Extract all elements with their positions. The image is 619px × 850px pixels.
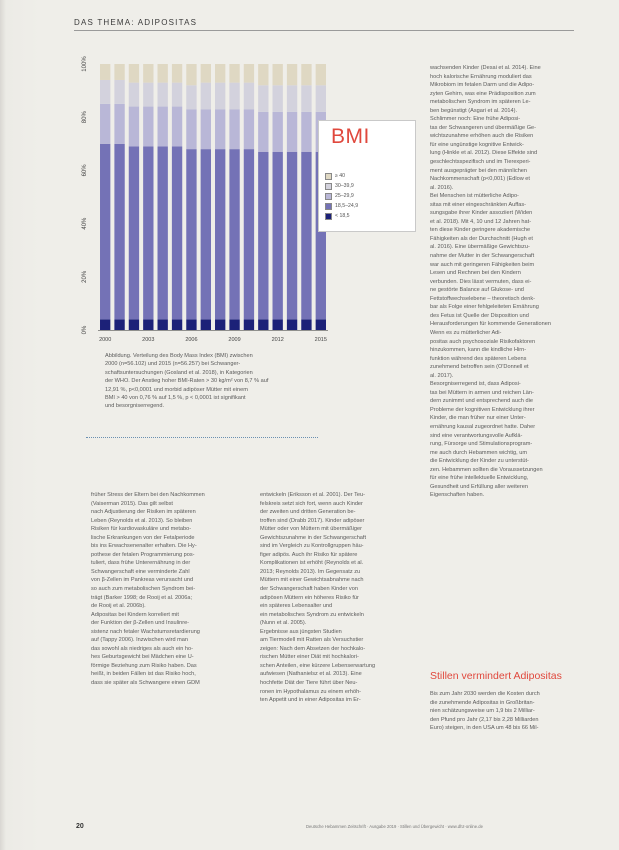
text-line: ben begünstigt (Asgari et al. 2014). (430, 107, 518, 114)
bar-segment (114, 64, 124, 80)
running-header: DAS THEMA: ADIPOSITAS (74, 18, 198, 27)
text-line: figer adipös. Auch ihr Risiko für spätere (260, 551, 358, 558)
legend-label: < 18,5 (335, 213, 350, 219)
text-line: Schlimmer noch: Eine frühe Adiposi- (430, 116, 521, 123)
caption-divider (86, 437, 318, 438)
x-tick-label: 2009 (228, 337, 241, 343)
legend-entry (325, 201, 358, 211)
x-tick-label: 2012 (271, 337, 284, 343)
text-line: schen Anteilen, eine kürzere Lebenserwartung (260, 662, 376, 669)
bar-segment (172, 146, 182, 319)
legend-label: ≥ 40 (335, 173, 346, 179)
bar-segment (273, 64, 283, 85)
caption-line: und besorgniserregend. (105, 403, 165, 410)
bar-segment (143, 146, 153, 319)
bar-segment (186, 149, 196, 319)
y-tick-label: 0% (82, 325, 88, 335)
text-line: al. 2016). Eine übermäßige Gewichtszu- (430, 244, 530, 251)
text-line: trägt (Barker 1998; de Rooij et al. 2006a; (91, 594, 193, 601)
bar-segment (316, 64, 326, 85)
text-line: Fettstoffwechselebene – theoretisch denk- (430, 295, 535, 302)
text-line: aufwiesen (Nathanielsz et al. 2013). Eine (260, 671, 362, 678)
x-tick-label: 2006 (185, 337, 198, 343)
bar-segment (158, 146, 168, 319)
bar-segment (186, 109, 196, 149)
bar-segment (301, 152, 311, 320)
bar-segment (229, 64, 239, 83)
caption-line: 12,91 %, p<0,0001 und morbid adipöser Mütter mit einem (105, 386, 248, 393)
text-line: ten diese Kinder geringere akademische (430, 227, 531, 234)
middle-column-text (260, 491, 420, 705)
text-line: adipösen Müttern ein höheres Risiko für (260, 594, 359, 601)
text-line: Besorgniserregend ist, dass Adiposi- (430, 381, 521, 388)
bmi-legend-box (318, 120, 416, 232)
text-line: Fähigkeiten als der Durchschnitt (Hugh et (430, 235, 533, 242)
y-tick-label: 40% (82, 217, 88, 230)
bar-segment (229, 149, 239, 319)
text-line: Eigenschaften haben. (430, 492, 485, 499)
bar-segment (273, 112, 283, 152)
text-line: Risiken für kardiovaskuläre und metabo- (91, 526, 192, 533)
figure-caption (105, 352, 310, 411)
bar-segment (129, 83, 139, 107)
text-line: nahme der Mutter in der Schwangerschaft (430, 253, 535, 260)
bar-segment (258, 152, 268, 320)
bar-segment (100, 144, 110, 320)
x-tick-label: 2000 (99, 337, 112, 343)
bar-segment (172, 319, 182, 330)
text-line: ten Appetit und in einer Adipositas im Er- (260, 697, 361, 704)
text-line: zeigen: Nach dem Absetzen der hochkalo- (260, 645, 366, 652)
bar-segment (215, 109, 225, 149)
text-line: Bei Menschen ist mütterliche Adipo- (430, 193, 519, 200)
text-line: der zweiten und dritten Generation be- (260, 509, 356, 516)
bar-segment (244, 83, 254, 110)
legend-entry (325, 211, 358, 221)
bar-segment (201, 149, 211, 319)
text-line: lische Erkrankungen von der Fetalperiode (91, 534, 195, 541)
text-line: den Pfund pro Jahr (2,17 bis 2,28 Milliarden (430, 716, 539, 723)
text-line: Komplikationen ist erhöht (Reynolds et al. (260, 560, 364, 567)
text-line: sind eine verantwortungsvolle Aufklä- (430, 432, 523, 439)
chart-title: BMI (331, 125, 370, 148)
bar-segment (215, 64, 225, 83)
y-tick-label: 20% (82, 270, 88, 283)
text-line: hoch kalorische Ernährung moduliert das (430, 73, 532, 80)
bar-segment (244, 319, 254, 330)
text-line: förmige Beziehung zum Risiko haben. Das (91, 662, 197, 669)
text-line: felskreis setzt sich fort, wenn auch Kinder (260, 500, 363, 507)
text-line: al. 2017). (430, 372, 454, 379)
bar-segment (229, 319, 239, 330)
text-line: wachsenden Kinder (Desai et al. 2014). Eine (430, 65, 541, 71)
caption-line: BMI > 40 von 0,76 % auf 1,5 %, p < 0,0001 ist signifikant (105, 395, 246, 402)
text-line: des Fetus ist Quelle der Disposition und (430, 312, 529, 319)
text-line: verbunden. Dies lässt vermuten, dass ei- (430, 278, 532, 285)
caption-line: 2000 (n=56.102) und 2015 (n=56.257) bei Schwanger- (105, 361, 241, 368)
bar-segment (301, 64, 311, 85)
left-column-text (91, 491, 251, 688)
bar-segment (172, 64, 182, 83)
bar-segment (114, 319, 124, 330)
bar-segment (258, 64, 268, 85)
bar-segment (215, 83, 225, 110)
bar-segment (129, 146, 139, 319)
text-line: der Schwangerschaft haben Kinder von (260, 586, 358, 593)
legend-swatch (325, 193, 332, 200)
text-line: ein späteres Lebensalter und (260, 603, 333, 610)
bar-segment (129, 107, 139, 147)
right-column-top-text (430, 64, 588, 500)
legend-swatch (325, 213, 332, 220)
bar-segment (273, 319, 283, 330)
bar-segment (186, 64, 196, 85)
text-line: von β-Zellen im Pankreas verursacht und (91, 577, 194, 584)
bar-segment (215, 149, 225, 319)
text-line: war auch mit geringeren Fähigkeiten beim (430, 261, 535, 268)
text-line: wichtszunahme erhöhen auch die Risiken (430, 133, 534, 140)
text-line: funktion während des späteren Lebens (430, 355, 527, 362)
text-line: hinzukommen, kann die kindliche Hirn- (430, 347, 527, 354)
text-line: rischen Mütter einer Diät mit hochkalori- (260, 654, 359, 661)
text-line: troffen sind (Drabb 2017). Kinder adipöser (260, 517, 365, 524)
text-line: Mikrobiom im fetalen Darm und die Adipo- (430, 82, 535, 89)
bar-segment (158, 64, 168, 83)
bar-segment (201, 109, 211, 149)
text-line: so auch zum metabolischen Syndrom bei- (91, 586, 196, 593)
text-line: Gewichtszunahme in der Schwangerschaft (260, 534, 367, 541)
bar-segment (100, 104, 110, 144)
bar-segment (114, 144, 124, 320)
text-line: pothese der fetalen Programmierung pos- (91, 551, 195, 558)
text-line: geschlechtsspezifisch und im Tierexperi- (430, 159, 531, 166)
bar-segment (244, 64, 254, 83)
text-line: zen. Hebammen sollten die Voraussetzungen (430, 466, 543, 473)
legend-label: 18,5–24,9 (335, 203, 359, 209)
caption-line: schaftsuntersuchungen (Gosland et al. 2018), in Kategorien (105, 369, 253, 376)
text-line: auf (Tappy 2006). Inzwischen wird man (91, 637, 189, 644)
text-line: bis ins Erwachsenenalter erhalten. Die Hy- (91, 543, 197, 550)
text-line: Bis zum Jahr 2030 werden die Kosten durch (430, 691, 540, 697)
text-line: die zunehmende Adipositas in Großbritan- (430, 699, 535, 706)
bar-segment (158, 107, 168, 147)
text-line: entwickeln (Eriksson et al. 2001). Der Teu- (260, 492, 365, 498)
section-heading: Stillen vermindert Adipositas (430, 670, 562, 682)
text-line: Euro) steigen, in den USA um 48 bis 66 Mil- (430, 725, 539, 732)
bar-segment (100, 64, 110, 80)
right-column-bottom-text (430, 690, 588, 733)
bar-segment (143, 107, 153, 147)
text-line: für eine frühe intellektuelle Entwicklung, (430, 475, 529, 482)
text-line: Schwangerschaft eine verminderte Zahl (91, 568, 190, 575)
bar-segment (258, 319, 268, 330)
legend-entry (325, 191, 358, 201)
bar-segment (273, 85, 283, 112)
text-line: sungsgabe ihrer Kinder assoziiert (Widen (430, 210, 533, 217)
x-tick-label: 2015 (314, 337, 327, 343)
bar-segment (143, 319, 153, 330)
text-line: Ergebnisse aus jüngsten Studien (260, 628, 342, 635)
caption-line: der WHO. Der Anstieg hoher BMI-Raten > 30 kg/m² von 8,7 % auf (105, 378, 269, 385)
bar-segment (301, 85, 311, 112)
text-line: Adipositas bei Kindern korreliert mit (91, 611, 179, 618)
bar-segment (201, 83, 211, 110)
bar-segment (258, 85, 268, 112)
text-line: Mütter oder von Müttern mit übermäßiger (260, 526, 362, 533)
text-line: ein metabolisches Syndrom zu entwickeln (260, 611, 364, 618)
bar-segment (186, 319, 196, 330)
text-line: lung (Hinkle et al. 2012). Diese Effekte sind (430, 150, 538, 157)
text-line: bar als Folge einer fehlgeleiteten Ernährung (430, 304, 539, 311)
legend-label: 30–39,9 (335, 183, 354, 189)
bar-segment (215, 319, 225, 330)
text-line: früher Stress der Eltern bei den Nachkommen (91, 492, 205, 498)
text-line: Nachkommenschaft (p<0,001) (Edlow et (430, 176, 530, 183)
bar-segment (100, 319, 110, 330)
legend-swatch (325, 203, 332, 210)
legend-entry (325, 171, 358, 181)
bar-segment (301, 319, 311, 330)
y-tick-label: 60% (82, 164, 88, 177)
text-line: et al. 2018). Mit 4, 10 und 12 Jahren hat- (430, 218, 532, 225)
text-line: zyten Gehirn, was eine Prädisposition zum (430, 90, 536, 97)
text-line: (Nunn et al. 2005). (260, 620, 307, 627)
text-line: nach Adjustierung der Risiken im späteren (91, 509, 196, 516)
bar-segment (229, 109, 239, 149)
text-line: Wenn es zu mütterlicher Adi- (430, 329, 502, 336)
legend-swatch (325, 173, 332, 180)
text-line: al. 2016). (430, 184, 454, 191)
bar-segment (287, 64, 297, 85)
text-line: ernährung kausal zugeordnet hatte. Daher (430, 423, 536, 430)
bar-segment (287, 319, 297, 330)
x-tick-label: 2003 (142, 337, 155, 343)
bar-segment (287, 152, 297, 320)
page-number: 20 (76, 823, 84, 830)
text-line: tuliert, dass frühe Unterernährung in der (91, 560, 191, 567)
text-line: Müttern mit einer Gewichtsabnahme nach (260, 577, 364, 584)
bar-segment (316, 85, 326, 112)
legend-entry (325, 181, 358, 191)
text-line: sind im Vergleich zu Kontrollgruppen häu- (260, 543, 364, 550)
bmi-stacked-bar-chart (74, 48, 334, 348)
bar-segment (158, 83, 168, 107)
caption-line: Abbildung. Verteilung des Body Mass Index (BMI) zwischen (105, 353, 253, 359)
bar-segment (287, 112, 297, 152)
text-line: Kinder, die man früher nur einer Unter- (430, 415, 526, 422)
bar-segment (100, 80, 110, 104)
bar-segment (158, 319, 168, 330)
text-line: rung, Fürsorge und Stimulationsprogram- (430, 441, 533, 448)
bar-segment (172, 107, 182, 147)
text-line: tas bei Müttern in armen und reichen Län- (430, 389, 534, 396)
bar-segment (143, 83, 153, 107)
text-line: me auch durch Hebammen wichtig, um (430, 449, 528, 456)
y-tick-label: 80% (82, 111, 88, 124)
text-line: das sowohl als niedriges als auch ein ho- (91, 645, 193, 652)
bar-segment (186, 85, 196, 109)
text-line: die Entwicklung der Kinder zu unterstüt- (430, 458, 529, 465)
text-line: hochfette Diät der Tiere führt über Neu- (260, 680, 358, 687)
bar-segment (244, 109, 254, 149)
header-rule (74, 30, 574, 31)
legend-swatch (325, 183, 332, 190)
text-line: Lesen und Rechnen bei den Kindern (430, 270, 521, 277)
text-line: ronen im Hypothalamus zu einem erhöh- (260, 688, 362, 695)
text-line: 2013; Reynolds 2013). Im Gegensatz zu (260, 568, 361, 575)
bar-segment (143, 64, 153, 83)
text-line: Probleme der kognitiven Entwicklung ihrer (430, 406, 535, 413)
text-line: tas der Schwangeren und übermäßige Ge- (430, 124, 537, 131)
bar-segment (287, 85, 297, 112)
bar-segment (258, 112, 268, 152)
text-line: dass sie später als Schwangere einen GDM (91, 680, 200, 687)
bar-segment (273, 152, 283, 320)
bar-segment (129, 64, 139, 83)
bar-segment (201, 319, 211, 330)
bar-segment (244, 149, 254, 319)
text-line: der Funktion der β-Zellen und Insulinre- (91, 620, 190, 627)
text-line: ne gestörte Balance auf Glukose- und (430, 287, 524, 294)
text-line: für eine ungünstige kognitive Entwick- (430, 141, 524, 148)
legend-label: 25–29,9 (335, 193, 354, 199)
text-line: nien schätzungsweise um 1,9 bis 2 Milliar- (430, 708, 535, 715)
chart-legend (325, 171, 358, 221)
bar-segment (172, 83, 182, 107)
bar-segment (301, 112, 311, 152)
text-line: heißt, in beiden Fällen ist das Risiko hoch, (91, 671, 196, 678)
text-line: dern zunimmt und entsprechend auch die (430, 398, 533, 405)
text-line: Gesundheit und Erfüllung aller weiteren (430, 483, 528, 490)
y-tick-label: 100% (82, 56, 88, 72)
bar-segment (114, 80, 124, 104)
text-line: (Vaiserman 2015). Das gilt selbst (91, 500, 173, 507)
text-line: metabolischen Syndrom im späteren Le- (430, 99, 531, 106)
bar-segment (201, 64, 211, 83)
text-line: positas auch psychosoziale Risikofaktoren (430, 338, 536, 345)
footer-text: Deutsche Hebammen Zeitschrift · Ausgabe 2019 · Stillen und Übergewicht · www.dhz-online.de (306, 824, 483, 829)
text-line: zunehmend betroffen sein (O'Donnell et (430, 364, 529, 371)
bar-segment (229, 83, 239, 110)
text-line: sistenz nach fetaler Wachstumsretardierung (91, 628, 200, 635)
text-line: ment ausgeprägter bei den männlichen (430, 167, 528, 174)
bar-segment (129, 319, 139, 330)
text-line: hes Geburtsgewicht bei Mädchen eine U- (91, 654, 194, 661)
text-line: de Rooij et al. 2006b). (91, 603, 146, 610)
text-line: sitas mit einer eingeschränkten Auffas- (430, 201, 526, 208)
text-line: Leben (Reynolds et al. 2013). So bleiben (91, 517, 193, 524)
bar-segment (114, 104, 124, 144)
text-line: Herausforderungen für kommende Generationen (430, 321, 551, 328)
bar-segment (316, 319, 326, 330)
text-line: am Tiermodell mit Ratten als Versuchstier (260, 637, 364, 644)
